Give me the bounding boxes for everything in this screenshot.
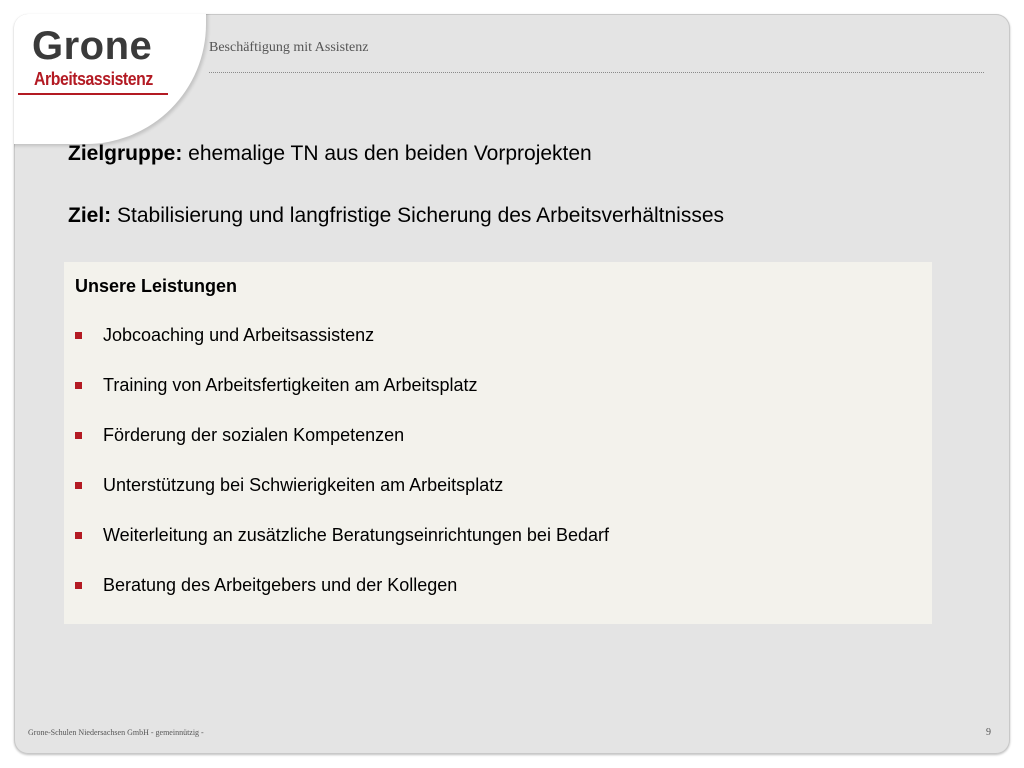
square-bullet-icon: [75, 532, 82, 539]
list-item-text: Beratung des Arbeitgebers und der Kollegen: [103, 575, 458, 595]
list-item-text: Training von Arbeitsfertigkeiten am Arbeitsplatz: [103, 375, 478, 395]
square-bullet-icon: [75, 582, 82, 589]
square-bullet-icon: [75, 432, 82, 439]
list-item-text: Jobcoaching und Arbeitsassistenz: [103, 325, 375, 345]
list-item-text: Weiterleitung an zusätzliche Beratungseinrichtungen bei Bedarf: [103, 525, 609, 545]
goal-line: [68, 204, 724, 228]
list-item: [74, 424, 609, 474]
square-bullet-icon: [75, 382, 82, 389]
list-item-text: Förderung der sozialen Kompetenzen: [103, 425, 405, 445]
services-title: Unsere Leistungen: [75, 276, 238, 296]
page-number: 9: [986, 727, 991, 738]
target-group-label: Zielgruppe:: [68, 142, 183, 165]
services-list: [74, 324, 609, 624]
list-item: [74, 324, 609, 374]
header-divider: [209, 72, 984, 73]
square-bullet-icon: [75, 332, 82, 339]
header-title: Beschäftigung mit Assistenz: [209, 40, 369, 55]
footer-organization: Grone-Schulen Niedersachsen GmbH - gemeinnützig -: [28, 728, 204, 737]
logo-underline: [18, 93, 168, 95]
list-item: [74, 574, 609, 624]
slide: [14, 14, 1010, 754]
target-group-line: [68, 142, 592, 166]
logo-subtitle: Arbeitsassistenz: [34, 69, 153, 89]
list-item: [74, 474, 609, 524]
list-item: [74, 374, 609, 424]
goal-label: Ziel:: [68, 204, 112, 227]
target-group-text: ehemalige TN aus den beiden Vorprojekten: [182, 142, 592, 165]
services-box: [64, 262, 932, 624]
list-item: [74, 524, 609, 574]
list-item-text: Unterstützung bei Schwierigkeiten am Arbeitsplatz: [103, 475, 504, 495]
goal-text: Stabilisierung und langfristige Sicherung des Arbeitsverhältnisses: [111, 204, 725, 227]
logo-wordmark: Grone: [32, 24, 153, 68]
square-bullet-icon: [75, 482, 82, 489]
